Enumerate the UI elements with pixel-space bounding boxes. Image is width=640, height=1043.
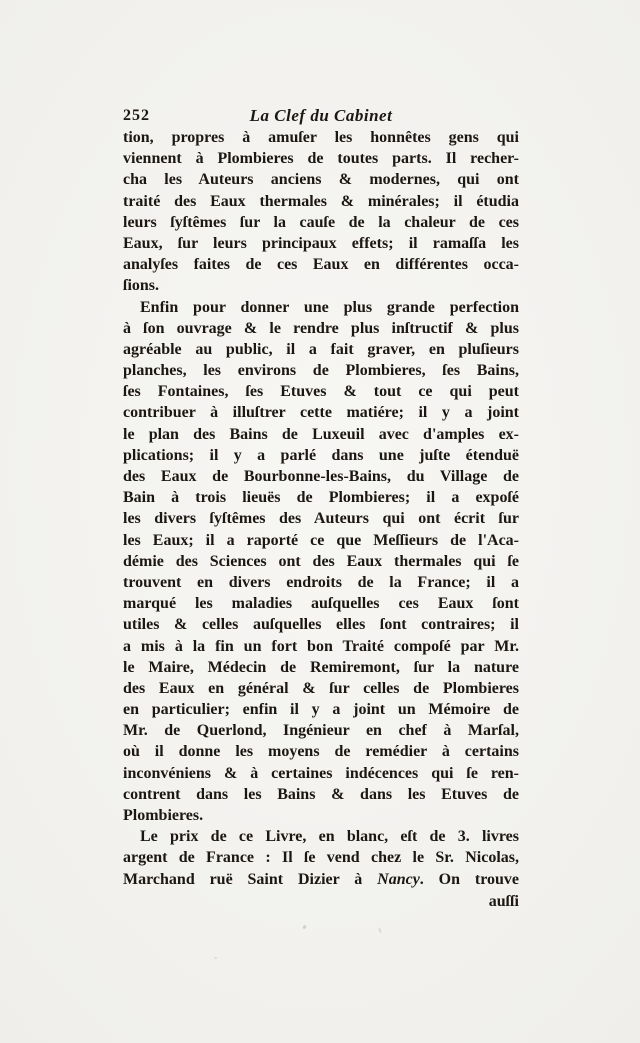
text-line: viennent à Plombieres de toutes parts. Il recher- [123,150,519,168]
text-line: Marchand ruë Saint Dizier à Nancy. On trouve [123,870,519,888]
text-line: contribuer à illuſtrer cette matiére; il y a joint [123,404,519,422]
text-line: traité des Eaux thermales & minérales; il étudia [123,192,519,210]
text-line: le plan des Bains de Luxeuil avec d'amples ex- [123,425,519,443]
text-line: à ſon ouvrage & le rendre plus inſtructif & plus [123,319,519,337]
page-number: 252 [123,107,150,124]
page-header [123,106,519,127]
text-line: analyſes faites de ces Eaux en différentes occa- [123,256,519,274]
text-line: ſions. [123,277,160,295]
text-line: Le prix de ce Livre, en blanc, eſt de 3. livres [140,828,519,846]
text-line: planches, les environs de Plombieres, ſes Bains, [123,362,519,380]
text-line: marqué les maladies auſquelles ces Eaux ſont [123,595,519,613]
text-line: cha les Auteurs anciens & modernes, qui ont [123,171,519,189]
text-line: plications; il y a parlé dans une juſte étenduë [123,446,519,464]
scan-speck [378,928,382,933]
text-line: Eaux, ſur leurs principaux effets; il ramaſſa les [123,234,519,252]
text-line: argent de France : Il ſe vend chez le Sr. Nicolas, [123,849,519,867]
catchword: auſſi [488,892,519,910]
text-line: en particulier; enfin il y a joint un Mémoire de [123,701,519,719]
text-line: démie des Sciences ont des Eaux thermales qui ſe [123,552,519,570]
text-line: Plombieres. [123,807,204,824]
text-line: Enfin pour donner une plus grande perfection [140,298,519,316]
text-line: des Eaux en général & ſur celles de Plombieres [123,679,519,697]
text-line: tion, propres à amuſer les honnêtes gens qui [123,129,519,146]
text-column [123,106,519,912]
page-text [123,127,519,890]
text-line: inconvéniens & à certaines indécences qui ſe ren- [123,764,519,782]
text-line: contrent dans les Bains & dans les Etuves de [123,785,519,803]
text-line: trouvent en divers endroits de la France; il a [123,573,519,591]
text-line: Bain à trois lieuës de Plombieres; il a expoſé [123,489,519,507]
text-line: utiles & celles auſquelles elles ſont contraires; il [123,616,519,634]
text-line: a mis à la fin un fort bon Traité compoſé par Mr. [123,637,519,655]
text-line: des Eaux de Bourbonne-les-Bains, du Village de [123,468,519,485]
text-line: les divers ſyſtêmes des Auteurs qui ont écrit ſur [123,510,519,528]
text-line: agréable au public, il a fait graver, en pluſieurs [123,340,519,358]
text-line: Mr. de Querlond, Ingénieur en chef à Marſal, [123,722,519,740]
text-line: ſes Fontaines, ſes Etuves & tout ce qui peut [123,383,519,401]
text-line: leurs ſyſtêmes ſur la cauſe de la chaleur de ces [123,213,519,231]
running-title: La Clef du Cabinet [249,106,393,125]
scan-speck [302,925,307,930]
text-line: où il donne les moyens de remédier à certains [123,743,519,761]
text-line: le Maire, Médecin de Remiremont, ſur la nature [123,658,519,676]
text-line: les Eaux; il a raporté ce que Meſſieurs de l'Aca- [123,531,519,549]
scan-speck [214,957,217,959]
